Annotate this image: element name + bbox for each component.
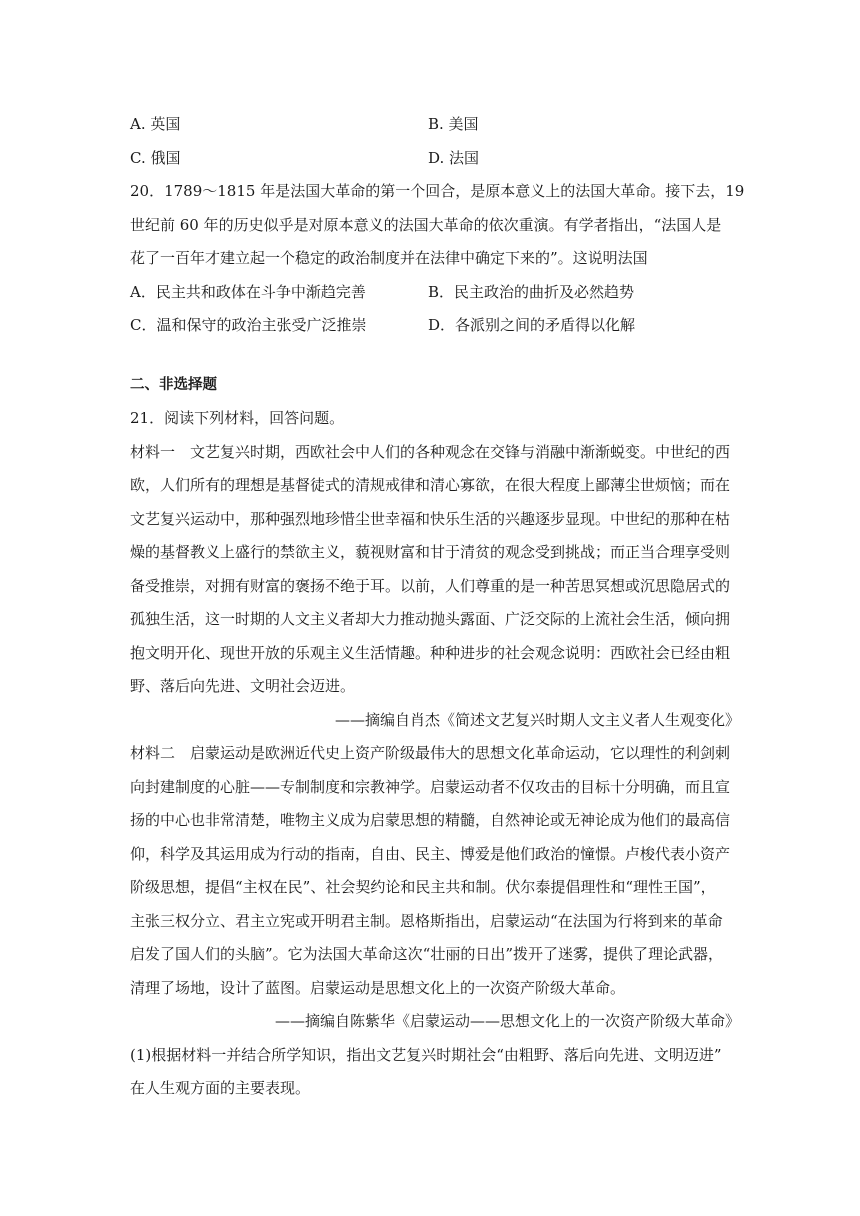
material-2 xyxy=(130,737,740,1005)
material-1-line: 文艺复兴运动中，那种强烈地珍惜尘世幸福和快乐生活的兴趣逐步显现。中世纪的那种在枯 xyxy=(130,509,731,528)
material-2-line: 阶级思想，提倡“主权在民”、社会契约论和民主共和制。伏尔泰提倡理性和“理性王国”， xyxy=(130,878,716,896)
q21-prompt: 21．阅读下列材料，回答问题。 xyxy=(130,409,345,427)
material-1-line: 材料一 文艺复兴时期，西欧社会中人们的各种观念在交锋与消融中渐渐蜕变。中世纪的西 xyxy=(130,442,731,461)
q19-option-c[interactable]: C. 俄国 xyxy=(130,148,181,167)
material-2-line: 仰，科学及其运用成为行动的指南，自由、民主、博爱是他们政治的憧憬。卢梭代表小资产 xyxy=(130,844,731,863)
material-1-line: 孤独生活，这一时期的人文主义者却大力推动抛头露面、广泛交际的上流社会生活，倾向拥 xyxy=(130,610,731,628)
material-2-source: ——摘编自陈紫华《启蒙运动——思想文化上的一次资产阶级大革命》 xyxy=(274,1012,740,1030)
q20-stem-line: 20．1789～1815 年是法国大革命的第一个回合，是原本意义上的法国大革命。接下去，19 xyxy=(130,182,745,200)
material-2-line: 清理了场地，设计了蓝图。启蒙运动是思想文化上的一次资产阶级大革命。 xyxy=(130,978,626,997)
q19-options-row-1 xyxy=(130,108,740,142)
subquestion-line: 在人生观方面的主要表现。 xyxy=(130,1079,311,1097)
material-1 xyxy=(130,436,740,704)
q20-option-d[interactable]: D．各派别之间的矛盾得以化解 xyxy=(428,316,636,334)
q20-stem-line: 世纪前 60 年的历史似乎是对原本意义的法国大革命的依次重演。有学者指出，“法国人是 xyxy=(130,215,722,234)
q19-option-d[interactable]: D. 法国 xyxy=(428,148,480,167)
q20-stem-line: 花了一百年才建立起一个稳定的政治制度并在法律中确定下来的”。这说明法国 xyxy=(130,249,648,267)
q19-options-row-2 xyxy=(130,142,740,176)
material-2-line: 材料二 启蒙运动是欧洲近代史上资产阶级最伟大的思想文化革命运动，它以理性的利剑刺 xyxy=(130,744,731,762)
q20-option-b[interactable]: B．民主政治的曲折及必然趋势 xyxy=(428,282,635,301)
material-1-line: 抱文明开化、现世开放的乐观主义生活情趣。种种进步的社会观念说明：西欧社会已经由粗 xyxy=(130,643,731,662)
material-1-line: 野、落后向先进、文明社会迈进。 xyxy=(130,677,356,695)
material-2-line: 向封建制度的心脏——专制制度和宗教神学。启蒙运动者不仅攻击的目标十分明确，而且宣 xyxy=(130,777,731,796)
q20-option-c[interactable]: C．温和保守的政治主张受广泛推崇 xyxy=(130,316,367,334)
material-1-line: 备受推崇，对拥有财富的褒扬不绝于耳。以前，人们尊重的是一种苦思冥想或沉思隐居式的 xyxy=(130,576,731,595)
q20-options-row-1 xyxy=(130,276,740,310)
subquestion-line: (1)根据材料一并结合所学知识，指出文艺复兴时期社会“由粗野、落后向先进、文明迈进” xyxy=(130,1045,722,1064)
material-1-line: 欧，人们所有的理想是基督徒式的清规戒律和清心寡欲，在很大程度上鄙薄尘世烦恼；而在 xyxy=(130,476,731,494)
exam-page xyxy=(130,108,745,1106)
material-1-source: ——摘编自肖杰《简述文艺复兴时期人文主义者人生观变化》 xyxy=(334,710,740,729)
section-heading: 二、非选择题 xyxy=(130,376,217,393)
q20-stem xyxy=(130,175,745,276)
q20-option-a[interactable]: A．民主共和政体在斗争中渐趋完善 xyxy=(130,282,366,301)
material-2-line: 启发了国人们的头脑”。它为法国大革命这次“壮丽的日出”拨开了迷雾，提供了理论武器， xyxy=(130,945,724,963)
q21-subquestion-1 xyxy=(130,1039,740,1106)
q20-options-row-2 xyxy=(130,309,740,343)
material-2-line: 扬的中心也非常清楚，唯物主义成为启蒙思想的精髓，自然神论或无神论成为他们的最高信 xyxy=(130,811,731,829)
q19-option-b[interactable]: B. 美国 xyxy=(428,115,479,133)
material-2-line: 主张三权分立、君主立宪或开明君主制。恩格斯指出，启蒙运动“在法国为行将到来的革命 xyxy=(130,911,723,930)
material-1-line: 燥的基督教义上盛行的禁欲主义，藐视财富和甘于清贫的观念受到挑战；而正当合理享受则 xyxy=(130,543,731,561)
q19-option-a[interactable]: A. 英国 xyxy=(130,115,181,133)
